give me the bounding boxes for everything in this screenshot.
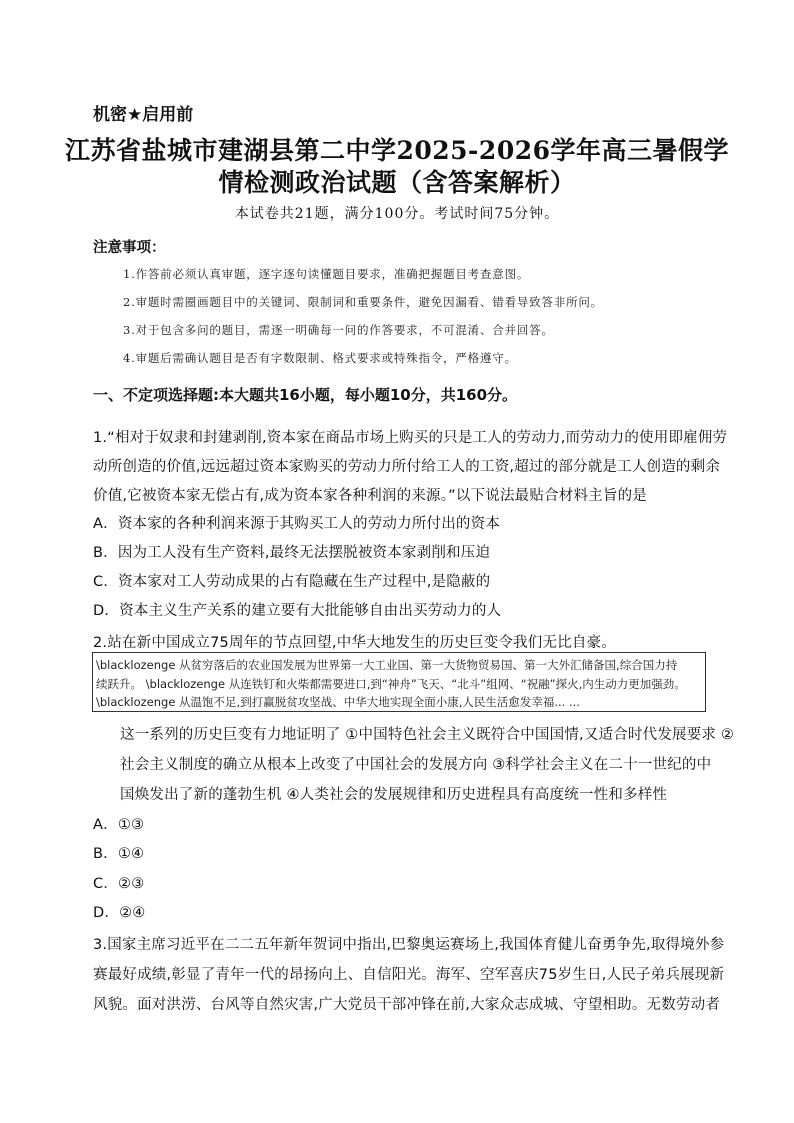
question-1-option-c: C．资本家对工人劳动成果的占有隐藏在生产过程中,是隐蔽的	[93, 574, 491, 590]
question-2-option-d: D．②④	[93, 905, 146, 921]
notice-item: 1.作答前必须认真审题，逐字逐句读懂题目要求，准确把握题目考查意图。	[123, 267, 530, 281]
question-1-stem-line: 价值,它被资本家无偿占有,成为资本家各种利润的来源。”以下说法最贴合材料主旨的是	[93, 488, 647, 504]
notice-item: 4.审题后需确认题目是否有字数限制、格式要求或特殊指令，严格遵守。	[123, 351, 517, 365]
notices-heading: 注意事项：	[93, 240, 166, 256]
question-3-stem-line: 风貌。面对洪涝、台风等自然灾害,广大党员干部冲锋在前,大家众志成城、守望相助。无数劳动者	[93, 997, 721, 1013]
question-2-prompt-line: 这一系列的历史巨变有力地证明了 ①中国特色社会主义既符合中国国情,又适合时代发展要求 ②	[120, 727, 735, 743]
question-2-option-c: C．②③	[93, 876, 145, 892]
question-1-option-b: B．因为工人没有生产资料,最终无法摆脱被资本家剥削和压迫	[93, 545, 491, 561]
question-1-option-a: A．资本家的各种利润来源于其购买工人的劳动力所付出的资本	[93, 516, 501, 532]
material-line: 续跃升。 \blacklozenge 从连铁钉和火柴都需要进口,到“神舟”飞天、“北斗”组网、“祝融”探火,内生动力更加强劲。	[96, 677, 686, 691]
material-line: \blacklozenge 从贫穷落后的农业国发展为世界第一大工业国、第一大货物贸易国、第一大外汇储备国,综合国力持	[96, 658, 678, 672]
notice-item: 2.审题时需圈画题目中的关键词、限制词和重要条件，避免因漏看、错看导致答非所问。	[123, 295, 603, 309]
confidential-label: 机密★启用前	[93, 105, 194, 125]
question-3-stem-line: 3.国家主席习近平在二二五年新年贺词中指出,巴黎奥运赛场上,我国体育健儿奋勇争先,取得境外参	[93, 937, 725, 953]
material-line: \blacklozenge 从温饱不足,到打赢脱贫攻坚战、中华大地实现全面小康,人民生活愈发幸福... ...	[96, 695, 580, 709]
question-1-option-d: D．资本主义生产关系的建立要有大批能够自由出买劳动力的人	[93, 603, 502, 619]
question-2-option-a: A．①③	[93, 817, 145, 833]
question-1-stem-line: 1.“相对于奴隶和封建剥削,资本家在商品市场上购买的只是工人的劳动力,而劳动力的使用即雇佣劳	[93, 430, 728, 446]
page-title-line-2: 情检测政治试题（含答案解析）	[218, 168, 576, 197]
question-1-stem-line: 动所创造的价值,远远超过资本家购买的劳动力所付给工人的工资,超过的部分就是工人创造的剩余	[93, 459, 721, 475]
page-title-line-1: 江苏省盐城市建湖县第二中学2025-2026学年高三暑假学	[64, 136, 730, 165]
section-heading: 一、不定项选择题:本大题共16小题，每小题10分，共160分。	[93, 386, 518, 404]
question-2-stem: 2.站在新中国成立75周年的节点回望,中华大地发生的历史巨变令我们无比自豪。	[93, 635, 616, 651]
question-2-prompt-line: 国焕发出了新的蓬勃生机 ④人类社会的发展规律和历史进程具有高度统一性和多样性	[120, 787, 668, 803]
question-2-prompt-line: 社会主义制度的确立从根本上改变了中国社会的发展方向 ③科学社会主义在二十一世纪的中	[120, 757, 712, 773]
question-2-option-b: B．①④	[93, 846, 145, 862]
question-3-stem-line: 赛最好成绩,彰显了青年一代的昂扬向上、自信阳光。海军、空军喜庆75岁生日,人民子弟兵展现新	[93, 967, 725, 983]
exam-info: 本试卷共21题，满分100分。考试时间75分钟。	[234, 206, 560, 222]
notice-item: 3.对于包含多问的题目，需逐一明确每一问的作答要求，不可混淆、合并回答。	[123, 323, 554, 337]
